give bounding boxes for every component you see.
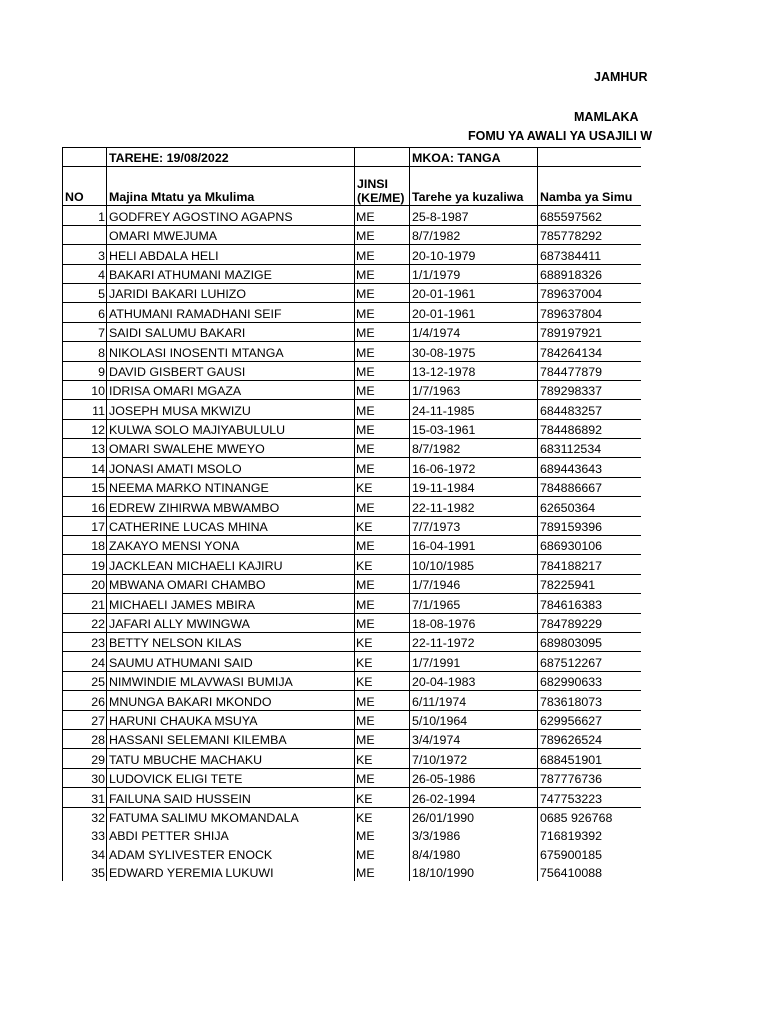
cell-gender: ME xyxy=(355,303,410,322)
table-row xyxy=(63,844,642,862)
cell-no: 5 xyxy=(63,283,107,302)
cell-no xyxy=(63,225,107,244)
cell-dob: 8/7/1982 xyxy=(410,439,538,458)
cell-phone: 756410088 xyxy=(538,863,642,881)
cell-gender: ME xyxy=(355,536,410,555)
col-header-dob: Tarehe ya kuzaliwa xyxy=(410,167,538,206)
col-header-name: Majina Mtatu ya Mkulima xyxy=(107,167,355,206)
cell-dob: 1/7/1963 xyxy=(410,380,538,399)
cell-phone: 789637804 xyxy=(538,303,642,322)
farmer-table xyxy=(62,147,641,881)
cell-phone: 716819392 xyxy=(538,826,642,844)
cell-no: 25 xyxy=(63,671,107,690)
cell-phone: 789197921 xyxy=(538,322,642,341)
cell-gender: ME xyxy=(355,206,410,225)
table-row xyxy=(63,206,642,225)
cell-no: 16 xyxy=(63,497,107,516)
cell-no: 29 xyxy=(63,749,107,768)
cell-gender: KE xyxy=(355,807,410,826)
cell-no: 9 xyxy=(63,361,107,380)
table-row xyxy=(63,536,642,555)
cell-name: HASSANI SELEMANI KILEMBA xyxy=(107,729,355,748)
cell-gender: ME xyxy=(355,322,410,341)
cell-gender: ME xyxy=(355,594,410,613)
cell-gender: ME xyxy=(355,225,410,244)
cell-name: EDWARD YEREMIA LUKUWI xyxy=(107,863,355,881)
table-row xyxy=(63,322,642,341)
cell-name: OMARI SWALEHE MWEYO xyxy=(107,439,355,458)
cell-dob: 20-01-1961 xyxy=(410,303,538,322)
cell-no: 7 xyxy=(63,322,107,341)
column-header-row xyxy=(63,167,642,206)
cell-dob: 8/4/1980 xyxy=(410,844,538,862)
cell-name: EDREW ZIHIRWA MBWAMBO xyxy=(107,497,355,516)
cell-gender: KE xyxy=(355,555,410,574)
cell-phone: 675900185 xyxy=(538,844,642,862)
table-row xyxy=(63,419,642,438)
cell-name: FATUMA SALIMU MKOMANDALA xyxy=(107,807,355,826)
cell-phone: 784616383 xyxy=(538,594,642,613)
cell-dob: 22-11-1972 xyxy=(410,632,538,651)
document-title-line1: JAMHUR xyxy=(594,70,648,84)
cell-gender: KE xyxy=(355,749,410,768)
cell-name: JARIDI BAKARI LUHIZO xyxy=(107,283,355,302)
cell-gender: ME xyxy=(355,497,410,516)
cell-no: 20 xyxy=(63,574,107,593)
cell-name: JAFARI ALLY MWINGWA xyxy=(107,613,355,632)
table-row xyxy=(63,788,642,807)
table-row xyxy=(63,380,642,399)
cell-no: 4 xyxy=(63,264,107,283)
table-row xyxy=(63,303,642,322)
cell-name: CATHERINE LUCAS MHINA xyxy=(107,516,355,535)
cell-name: KULWA SOLO MAJIYABULULU xyxy=(107,419,355,438)
table-row xyxy=(63,768,642,787)
cell-name: NIMWINDIE MLAVWASI BUMIJA xyxy=(107,671,355,690)
cell-gender: KE xyxy=(355,632,410,651)
cell-no: 31 xyxy=(63,788,107,807)
col-header-no: NO xyxy=(63,167,107,206)
table-row xyxy=(63,632,642,651)
cell-phone: 688451901 xyxy=(538,749,642,768)
cell-gender: KE xyxy=(355,652,410,671)
cell-name: TATU MBUCHE MACHAKU xyxy=(107,749,355,768)
cell-phone: 789159396 xyxy=(538,516,642,535)
cell-name: FAILUNA SAID HUSSEIN xyxy=(107,788,355,807)
cell-dob: 1/4/1974 xyxy=(410,322,538,341)
cell-no: 10 xyxy=(63,380,107,399)
cell-no: 19 xyxy=(63,555,107,574)
cell-name: MNUNGA BAKARI MKONDO xyxy=(107,691,355,710)
cell-dob: 1/7/1991 xyxy=(410,652,538,671)
table-row xyxy=(63,361,642,380)
cell-no: 17 xyxy=(63,516,107,535)
cell-name: JACKLEAN MICHAELI KAJIRU xyxy=(107,555,355,574)
table-row xyxy=(63,574,642,593)
cell-dob: 8/7/1982 xyxy=(410,225,538,244)
cell-dob: 3/4/1974 xyxy=(410,729,538,748)
info-empty-cell xyxy=(355,148,410,167)
cell-dob: 15-03-1961 xyxy=(410,419,538,438)
cell-name: OMARI MWEJUMA xyxy=(107,225,355,244)
cell-phone: 784789229 xyxy=(538,613,642,632)
table-row xyxy=(63,826,642,844)
cell-gender: ME xyxy=(355,863,410,881)
cell-no: 12 xyxy=(63,419,107,438)
cell-phone: 784886667 xyxy=(538,477,642,496)
cell-phone: 682990633 xyxy=(538,671,642,690)
cell-gender: ME xyxy=(355,419,410,438)
table-row xyxy=(63,691,642,710)
cell-dob: 7/7/1973 xyxy=(410,516,538,535)
table-row xyxy=(63,283,642,302)
cell-phone: 629956627 xyxy=(538,710,642,729)
cell-gender: ME xyxy=(355,400,410,419)
cell-gender: ME xyxy=(355,729,410,748)
cell-gender: ME xyxy=(355,710,410,729)
cell-dob: 22-11-1982 xyxy=(410,497,538,516)
cell-name: GODFREY AGOSTINO AGAPNS xyxy=(107,206,355,225)
cell-dob: 10/10/1985 xyxy=(410,555,538,574)
cell-dob: 7/10/1972 xyxy=(410,749,538,768)
cell-phone: 789298337 xyxy=(538,380,642,399)
cell-gender: ME xyxy=(355,245,410,264)
cell-gender: ME xyxy=(355,283,410,302)
cell-no: 35 xyxy=(63,863,107,881)
table-row xyxy=(63,729,642,748)
cell-phone: 688918326 xyxy=(538,264,642,283)
cell-name: ZAKAYO MENSI YONA xyxy=(107,536,355,555)
cell-no: 13 xyxy=(63,439,107,458)
cell-no: 27 xyxy=(63,710,107,729)
cell-gender: KE xyxy=(355,516,410,535)
cell-phone: 785778292 xyxy=(538,225,642,244)
registration-sheet xyxy=(62,147,641,881)
cell-dob: 20-01-1961 xyxy=(410,283,538,302)
cell-phone: 689443643 xyxy=(538,458,642,477)
cell-gender: ME xyxy=(355,458,410,477)
cell-phone: 687512267 xyxy=(538,652,642,671)
cell-name: JONASI AMATI MSOLO xyxy=(107,458,355,477)
info-empty-cell xyxy=(538,148,642,167)
region-label: MKOA: TANGA xyxy=(410,148,538,167)
cell-gender: ME xyxy=(355,691,410,710)
cell-phone: 784477879 xyxy=(538,361,642,380)
cell-no: 8 xyxy=(63,342,107,361)
info-row xyxy=(63,148,642,167)
cell-dob: 24-11-1985 xyxy=(410,400,538,419)
table-row xyxy=(63,594,642,613)
cell-dob: 20-10-1979 xyxy=(410,245,538,264)
table-row xyxy=(63,264,642,283)
cell-phone: 789626524 xyxy=(538,729,642,748)
cell-dob: 3/3/1986 xyxy=(410,826,538,844)
cell-name: HARUNI CHAUKA MSUYA xyxy=(107,710,355,729)
cell-no: 30 xyxy=(63,768,107,787)
cell-dob: 30-08-1975 xyxy=(410,342,538,361)
cell-phone: 689803095 xyxy=(538,632,642,651)
col-header-gender xyxy=(355,167,410,206)
table-row xyxy=(63,225,642,244)
table-row xyxy=(63,710,642,729)
cell-gender: ME xyxy=(355,380,410,399)
cell-phone: 683112534 xyxy=(538,439,642,458)
cell-name: BAKARI ATHUMANI MAZIGE xyxy=(107,264,355,283)
cell-gender: KE xyxy=(355,671,410,690)
cell-gender: ME xyxy=(355,264,410,283)
cell-gender: ME xyxy=(355,439,410,458)
table-row xyxy=(63,458,642,477)
cell-no: 11 xyxy=(63,400,107,419)
cell-name: SAIDI SALUMU BAKARI xyxy=(107,322,355,341)
table-row xyxy=(63,671,642,690)
table-row xyxy=(63,555,642,574)
cell-name: LUDOVICK ELIGI TETE xyxy=(107,768,355,787)
cell-phone: 62650364 xyxy=(538,497,642,516)
cell-name: ADAM SYLIVESTER ENOCK xyxy=(107,844,355,862)
cell-name: NEEMA MARKO NTINANGE xyxy=(107,477,355,496)
table-row xyxy=(63,863,642,881)
cell-phone: 789637004 xyxy=(538,283,642,302)
date-label: TAREHE: 19/08/2022 xyxy=(107,148,355,167)
cell-dob: 6/11/1974 xyxy=(410,691,538,710)
cell-no: 23 xyxy=(63,632,107,651)
table-row xyxy=(63,400,642,419)
table-row xyxy=(63,749,642,768)
info-empty-cell xyxy=(63,148,107,167)
cell-name: BETTY NELSON KILAS xyxy=(107,632,355,651)
cell-name: IDRISA OMARI MGAZA xyxy=(107,380,355,399)
cell-dob: 1/7/1946 xyxy=(410,574,538,593)
cell-dob: 25-8-1987 xyxy=(410,206,538,225)
cell-dob: 16-06-1972 xyxy=(410,458,538,477)
cell-phone: 784188217 xyxy=(538,555,642,574)
cell-phone: 686930106 xyxy=(538,536,642,555)
cell-dob: 19-11-1984 xyxy=(410,477,538,496)
cell-phone: 685597562 xyxy=(538,206,642,225)
cell-no: 28 xyxy=(63,729,107,748)
cell-name: HELI ABDALA HELI xyxy=(107,245,355,264)
cell-no: 26 xyxy=(63,691,107,710)
table-row xyxy=(63,807,642,826)
cell-no: 34 xyxy=(63,844,107,862)
cell-no: 6 xyxy=(63,303,107,322)
cell-no: 22 xyxy=(63,613,107,632)
cell-dob: 16-04-1991 xyxy=(410,536,538,555)
cell-no: 14 xyxy=(63,458,107,477)
cell-no: 21 xyxy=(63,594,107,613)
cell-no: 3 xyxy=(63,245,107,264)
cell-no: 15 xyxy=(63,477,107,496)
cell-dob: 1/1/1979 xyxy=(410,264,538,283)
table-row xyxy=(63,245,642,264)
gender-header-text: JINSI (KE/ME) xyxy=(357,177,405,206)
cell-phone: 783618073 xyxy=(538,691,642,710)
col-header-phone: Namba ya Simu xyxy=(538,167,642,206)
cell-dob: 18-08-1976 xyxy=(410,613,538,632)
cell-name: MICHAELI JAMES MBIRA xyxy=(107,594,355,613)
cell-name: JOSEPH MUSA MKWIZU xyxy=(107,400,355,419)
table-row xyxy=(63,613,642,632)
table-row xyxy=(63,652,642,671)
table-row xyxy=(63,497,642,516)
cell-dob: 26-02-1994 xyxy=(410,788,538,807)
cell-phone: 687384411 xyxy=(538,245,642,264)
table-row xyxy=(63,477,642,496)
cell-gender: KE xyxy=(355,477,410,496)
cell-gender: ME xyxy=(355,613,410,632)
cell-no: 24 xyxy=(63,652,107,671)
cell-no: 32 xyxy=(63,807,107,826)
cell-gender: ME xyxy=(355,826,410,844)
document-title-line2: MAMLAKA xyxy=(574,110,639,124)
cell-dob: 5/10/1964 xyxy=(410,710,538,729)
cell-name: MBWANA OMARI CHAMBO xyxy=(107,574,355,593)
cell-name: NIKOLASI INOSENTI MTANGA xyxy=(107,342,355,361)
document-title-line3: FOMU YA AWALI YA USAJILI W xyxy=(468,129,653,143)
table-row xyxy=(63,516,642,535)
cell-dob: 18/10/1990 xyxy=(410,863,538,881)
cell-phone: 784264134 xyxy=(538,342,642,361)
cell-name: DAVID GISBERT GAUSI xyxy=(107,361,355,380)
table-row xyxy=(63,439,642,458)
cell-dob: 26/01/1990 xyxy=(410,807,538,826)
cell-no: 33 xyxy=(63,826,107,844)
cell-gender: ME xyxy=(355,844,410,862)
cell-dob: 7/1/1965 xyxy=(410,594,538,613)
cell-gender: ME xyxy=(355,342,410,361)
table-row xyxy=(63,342,642,361)
cell-name: ABDI PETTER SHIJA xyxy=(107,826,355,844)
cell-phone: 0685 926768 xyxy=(538,807,642,826)
cell-name: ATHUMANI RAMADHANI SEIF xyxy=(107,303,355,322)
cell-name: SAUMU ATHUMANI SAID xyxy=(107,652,355,671)
cell-phone: 784486892 xyxy=(538,419,642,438)
cell-gender: KE xyxy=(355,788,410,807)
cell-phone: 78225941 xyxy=(538,574,642,593)
cell-gender: ME xyxy=(355,361,410,380)
cell-dob: 20-04-1983 xyxy=(410,671,538,690)
cell-no: 1 xyxy=(63,206,107,225)
cell-dob: 26-05-1986 xyxy=(410,768,538,787)
cell-phone: 747753223 xyxy=(538,788,642,807)
cell-gender: ME xyxy=(355,768,410,787)
cell-gender: ME xyxy=(355,574,410,593)
cell-phone: 684483257 xyxy=(538,400,642,419)
cell-phone: 787776736 xyxy=(538,768,642,787)
cell-dob: 13-12-1978 xyxy=(410,361,538,380)
cell-no: 18 xyxy=(63,536,107,555)
